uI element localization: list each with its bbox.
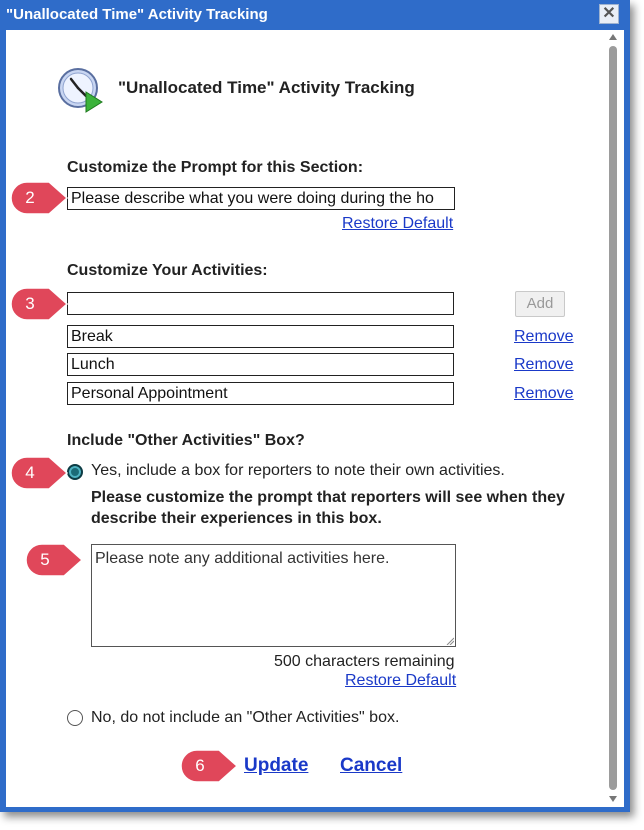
title-bar (0, 0, 630, 30)
update-link[interactable]: Update (244, 755, 309, 776)
callout-number: 4 (25, 463, 35, 482)
instruction-line-1: Please customize the prompt that reporters will see when they (91, 489, 565, 506)
remove-activity-link[interactable]: Remove (514, 328, 574, 345)
new-activity-input[interactable] (67, 292, 454, 315)
other-activities-question: Include "Other Activities" Box? (67, 432, 305, 449)
activity-input[interactable]: Lunch (67, 353, 454, 376)
callout-marker-3 (9, 286, 69, 322)
activity-input[interactable]: Break (67, 325, 454, 348)
yes-radio[interactable] (67, 464, 83, 480)
scrollbar-thumb[interactable] (609, 46, 617, 790)
activity-input[interactable]: Personal Appointment (67, 382, 454, 405)
callout-number: 6 (195, 756, 205, 775)
restore-default-textarea-link[interactable]: Restore Default (345, 672, 457, 689)
callout-number: 5 (40, 550, 50, 569)
remove-activity-link[interactable]: Remove (514, 385, 574, 402)
dialog-content (6, 30, 624, 807)
activities-label: Customize Your Activities: (67, 262, 268, 279)
yes-radio-label: Yes, include a box for reporters to note their own activities. (91, 462, 505, 479)
callout-marker-5 (24, 542, 84, 578)
callout-marker-4 (9, 455, 69, 491)
characters-remaining: 500 characters remaining (274, 653, 455, 670)
callout-number: 2 (25, 188, 35, 207)
callout-marker-2 (9, 180, 69, 216)
window-title: "Unallocated Time" Activity Tracking (6, 6, 268, 23)
instruction-line-2: describe their experiences in this box. (91, 510, 382, 527)
no-radio-label: No, do not include an "Other Activities" box. (91, 709, 400, 726)
clock-icon (56, 66, 104, 114)
resize-grip-icon[interactable] (446, 637, 454, 645)
other-activities-prompt-textarea[interactable] (91, 544, 456, 647)
scroll-up-icon[interactable] (609, 34, 617, 40)
remove-activity-link[interactable]: Remove (514, 356, 574, 373)
textarea-text: Please note any additional activities here. (95, 550, 390, 567)
page-title: "Unallocated Time" Activity Tracking (118, 78, 415, 97)
close-icon: ✕ (602, 5, 616, 22)
callout-number: 3 (25, 294, 35, 313)
callout-marker-6 (179, 748, 239, 784)
cancel-link[interactable]: Cancel (340, 755, 403, 776)
scroll-down-icon[interactable] (609, 796, 617, 802)
prompt-label: Customize the Prompt for this Section: (67, 159, 364, 176)
close-button[interactable] (599, 4, 619, 24)
add-activity-button[interactable]: Add (515, 291, 565, 317)
restore-default-prompt-link[interactable]: Restore Default (342, 215, 454, 232)
no-radio[interactable] (67, 710, 83, 726)
prompt-input[interactable]: Please describe what you were doing during the ho (67, 187, 455, 210)
